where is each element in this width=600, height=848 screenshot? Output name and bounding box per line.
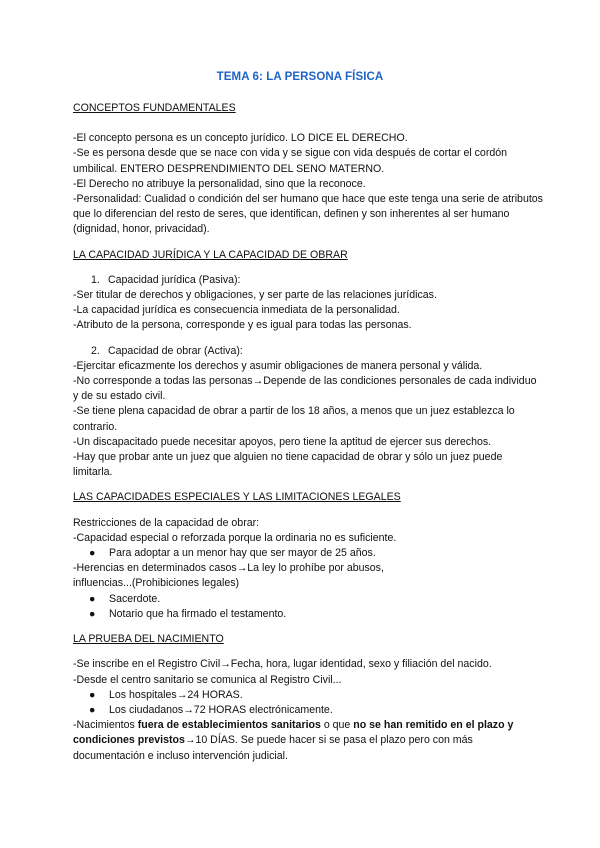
paragraph: -La capacidad jurídica es consecuencia inmediata de la personalidad. [73,304,400,317]
paragraph: -Ejercitar eficazmente los derechos y asumir obligaciones de manera personal y válida. [73,359,483,372]
section-heading-capacidad: LA CAPACIDAD JURÍDICA Y LA CAPACIDAD DE OBRAR [73,248,348,261]
bullet-item: ● Sacerdote. [73,592,543,607]
paragraph: -El Derecho no atribuye la personalidad, sino que la reconoce. [73,177,366,190]
item-number: 2. [91,344,100,357]
paragraph: -Se es persona desde que se nace con vida y se sigue con vida después de cortar el cordón umbilical. ENTERO DESPRENDIMIENTO DEL SENO MATERNO. [73,147,508,175]
section-heading-capacidades-especiales: LAS CAPACIDADES ESPECIALES Y LAS LIMITACIONES LEGALES [73,491,401,504]
paragraph: -Se inscribe en el Registro Civil→Fecha, hora, lugar identidad, sexo y filiación del nacido. [73,658,492,671]
bullet-item: ● Los hospitales→24 HORAS. [73,688,543,703]
item-text: Capacidad de obrar (Activa): [108,344,243,357]
bullet-icon: ● [89,703,96,716]
item-text: Capacidad jurídica (Pasiva): [108,273,241,286]
document-body [73,101,543,764]
document-title: TEMA 6: LA PERSONA FÍSICA [216,71,384,83]
bullet-icon: ● [89,688,96,701]
section-heading-prueba-nacimiento: LA PRUEBA DEL NACIMIENTO [73,633,224,646]
bullet-item: ● Los ciudadanos→72 HORAS electrónicamente. [73,703,543,718]
paragraph: -Un discapacitado puede necesitar apoyos, pero tiene la aptitud de ejercer sus derechos. [73,435,492,448]
paragraph: Restricciones de la capacidad de obrar: [73,516,260,529]
bullet-icon: ● [89,607,96,620]
numbered-item [73,273,543,288]
paragraph: -Hay que probar ante un juez que alguien no tiene capacidad de obrar y sólo un juez puede limitarla. [73,451,503,479]
item-number: 1. [91,273,100,286]
paragraph: -No corresponde a todas las personas→Depende de las condiciones personales de cada individuo y de su estado civil. [73,375,537,403]
paragraph: -Desde el centro sanitario se comunica al Registro Civil... [73,673,342,686]
paragraph-nacimientos: -Nacimientos fuera de establecimientos sanitarios o que no se han remitido en el plazo y condiciones previstos→10 DÍAS. Se puede hacer si se pasa el plazo pero con más documentación e incluso intervención judicial. [73,719,514,762]
paragraph: -Ser titular de derechos y obligaciones, y ser parte de las relaciones jurídicas. [73,289,437,302]
bullet-item: ● Notario que ha firmado el testamento. [73,607,543,622]
bullet-icon: ● [89,592,96,605]
paragraph: -Atributo de la persona, corresponde y es igual para todas las personas. [73,319,412,332]
paragraph: -Capacidad especial o reforzada porque la ordinaria no es suficiente. [73,531,397,544]
paragraph: -Personalidad: Cualidad o condición del ser humano que hace que este tenga una serie de atributos que lo diferencian del resto de seres, que identifican, definen y son inherentes al ser humano (dignidad, honor, privacidad). [73,193,543,236]
bullet-item: ● Para adoptar a un menor hay que ser mayor de 25 años. [73,546,543,561]
section-heading-conceptos: CONCEPTOS FUNDAMENTALES [73,102,236,114]
paragraph: -El concepto persona es un concepto jurídico. LO DICE EL DERECHO. [73,132,408,145]
numbered-item [73,344,543,359]
paragraph: -Se tiene plena capacidad de obrar a partir de los 18 años, a menos que un juez establezca lo contrario. [73,405,515,433]
bullet-icon: ● [89,547,96,560]
paragraph: -Herencias en determinados casos→La ley lo prohíbe por abusos, influencias...(Prohibiciones legales) [73,562,384,590]
